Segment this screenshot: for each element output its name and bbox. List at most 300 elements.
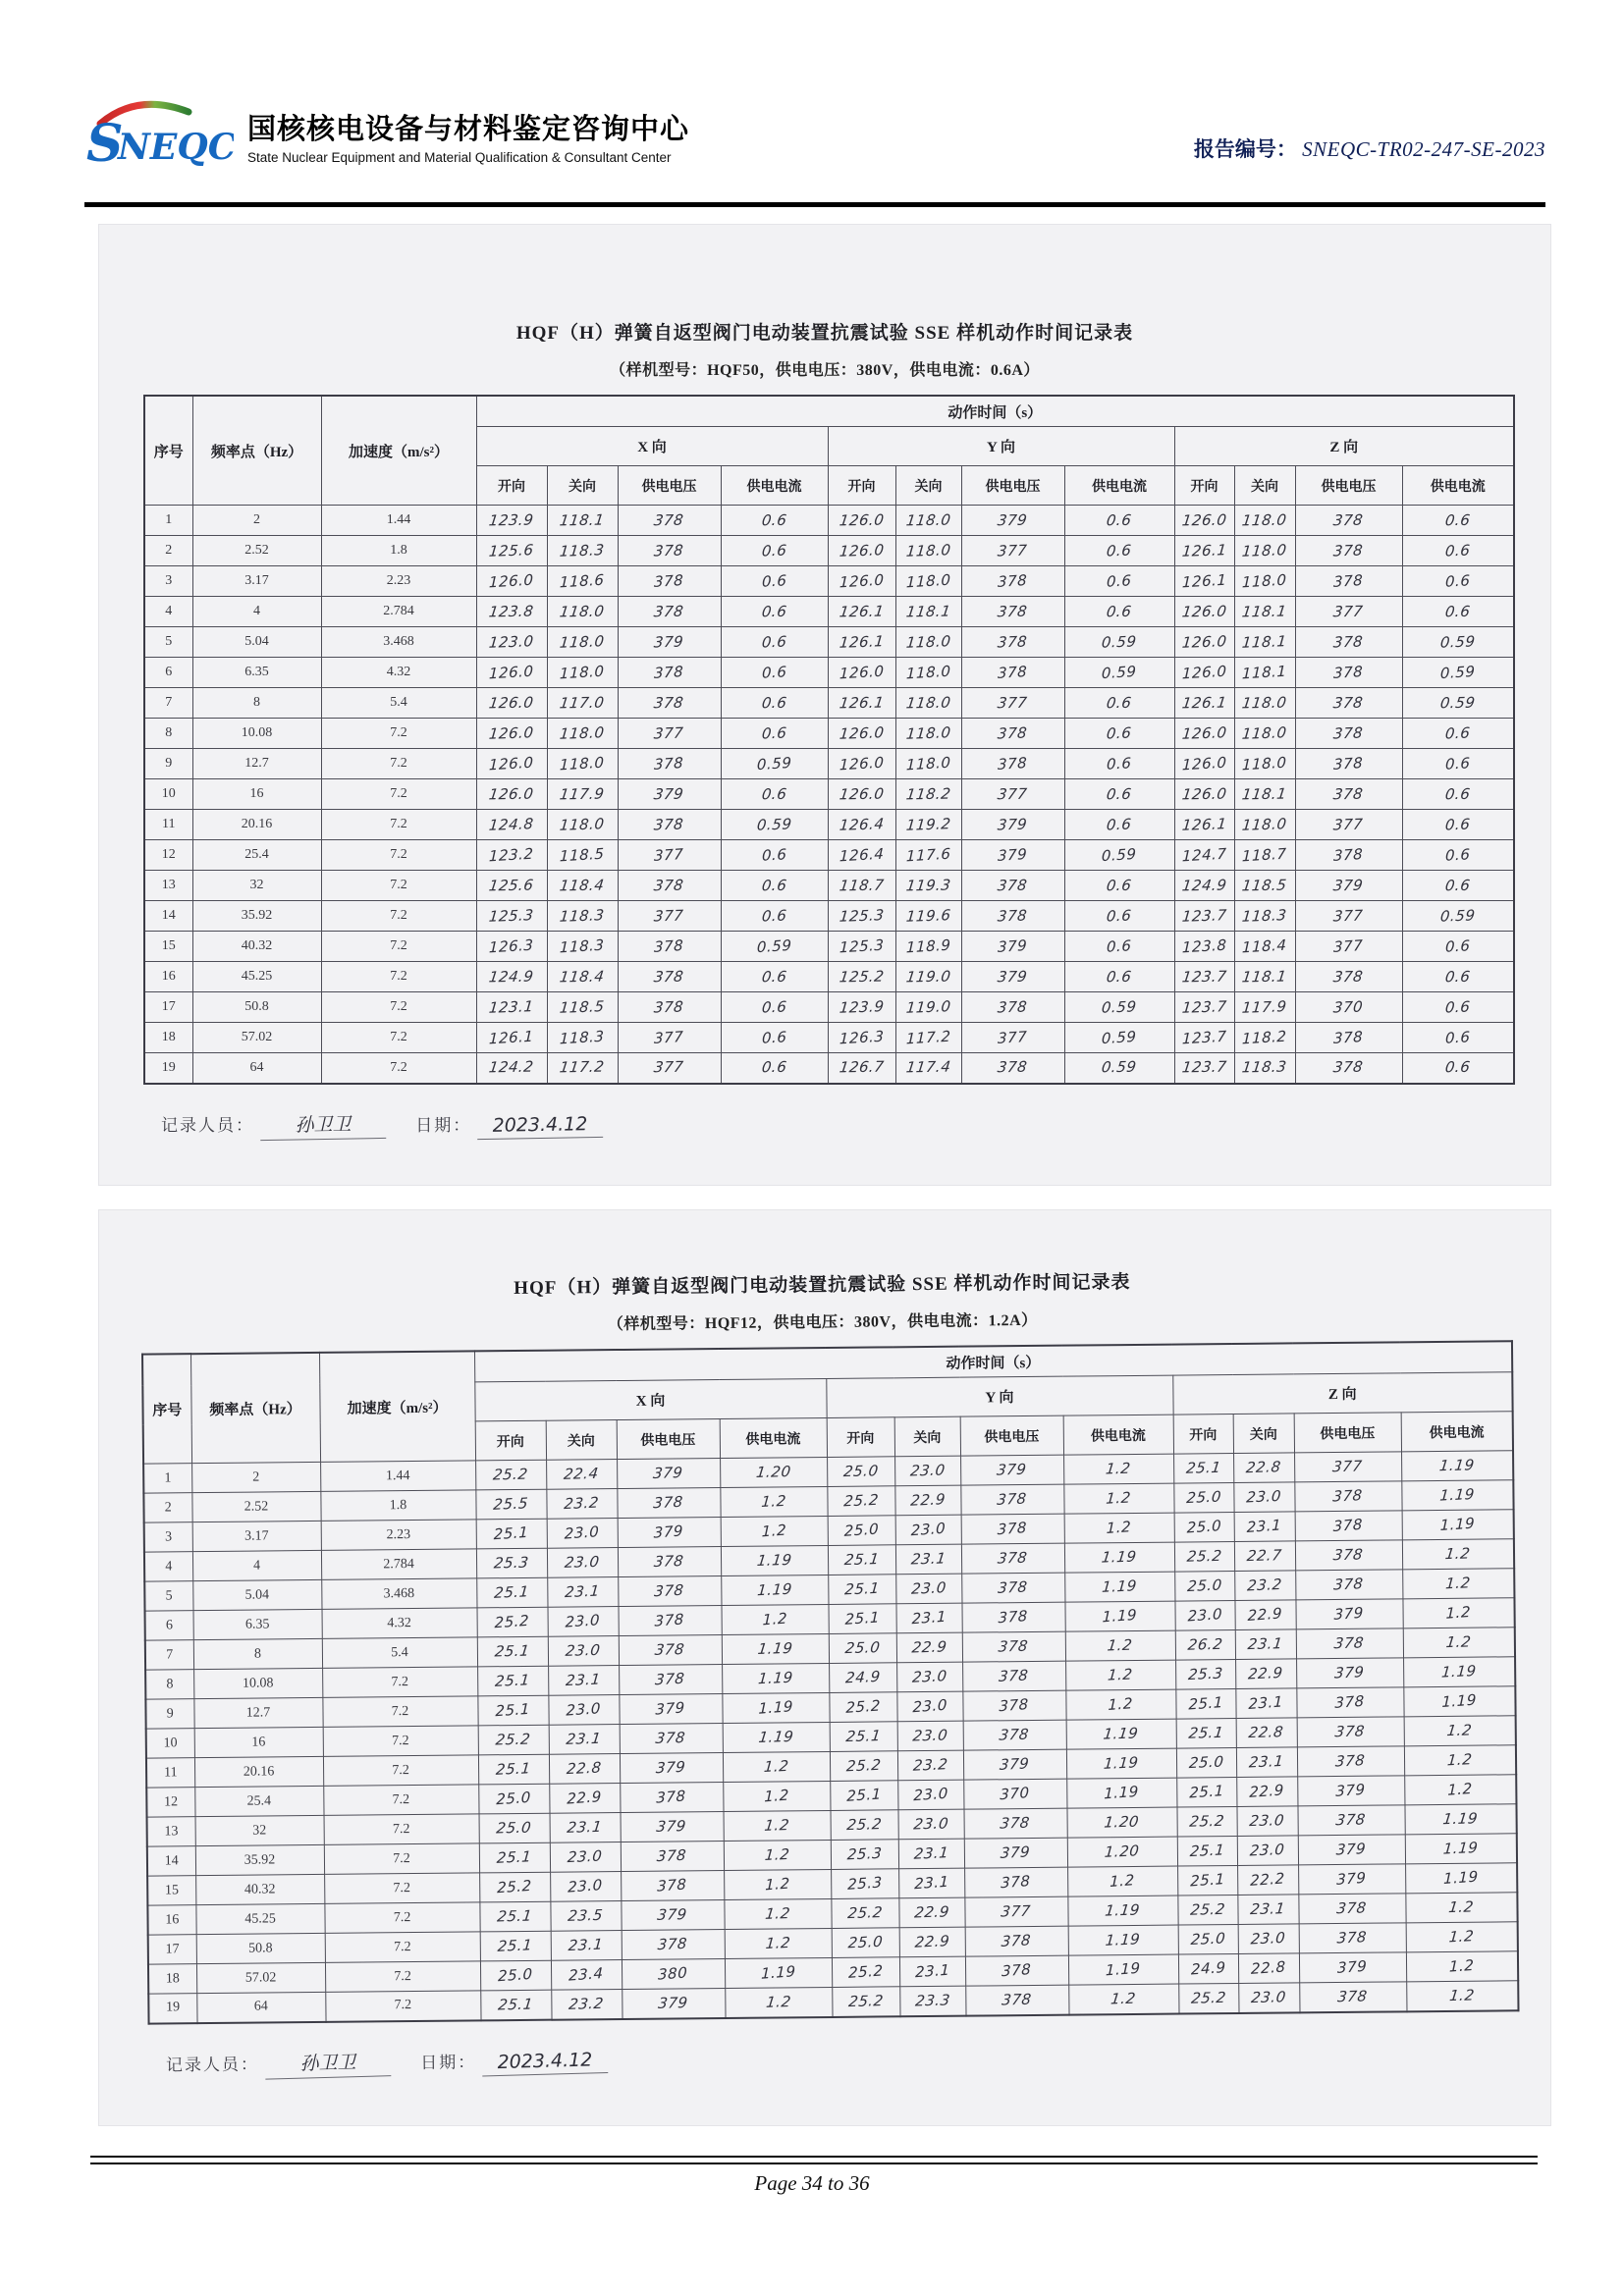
handwritten-cell (1065, 1630, 1175, 1661)
handwritten-value: 23.5 (567, 1905, 605, 1925)
handwritten-value: 0.6 (1444, 844, 1471, 865)
printed-cell: 3 (144, 1522, 192, 1552)
handwritten-cell (1064, 1542, 1174, 1573)
handwritten-cell (548, 1695, 619, 1726)
handwritten-cell (1235, 1629, 1296, 1660)
handwritten-value: 126.0 (488, 784, 535, 803)
handwritten-value: 117.0 (559, 693, 606, 712)
handwritten-value: 22.8 (1251, 1957, 1286, 1978)
handwritten-value: 125.3 (839, 935, 885, 956)
signature-row-1 (161, 1110, 1551, 1140)
handwritten-cell (1296, 1658, 1403, 1688)
handwritten-cell (896, 1632, 962, 1663)
handwritten-value: 23.0 (908, 1461, 947, 1480)
handwritten-cell (621, 1900, 724, 1931)
handwritten-value: 378 (653, 1552, 685, 1571)
handwritten-value: 25.1 (844, 1608, 881, 1629)
printed-cell: 7.2 (322, 1696, 477, 1728)
printed-cell: 2 (144, 536, 192, 566)
handwritten-value: 118.0 (904, 540, 952, 561)
handwritten-cell (618, 1547, 721, 1577)
handwritten-value: 25.1 (845, 1785, 882, 1805)
handwritten-cell (828, 719, 895, 749)
handwritten-value: 1.20 (1103, 1812, 1141, 1832)
handwritten-value: 24.9 (1190, 1958, 1226, 1979)
handwritten-value: 23.1 (1247, 1634, 1284, 1654)
handwritten-cell (1295, 506, 1402, 536)
handwritten-cell (1174, 1023, 1234, 1053)
col-header-close: 关向 (1233, 1414, 1294, 1454)
handwritten-cell (1295, 932, 1402, 962)
handwritten-cell (618, 1518, 721, 1548)
handwritten-cell (1298, 1894, 1405, 1924)
handwritten-cell (479, 1872, 550, 1902)
report-number-value: SNEQC-TR02-247-SE-2023 (1302, 137, 1545, 161)
handwritten-cell (480, 1990, 551, 2020)
handwritten-cell (1177, 1836, 1237, 1866)
table-body (144, 506, 1514, 1084)
printed-cell: 50.8 (192, 992, 321, 1023)
handwritten-value: 378 (1333, 662, 1364, 682)
handwritten-cell (1403, 1628, 1515, 1658)
handwritten-cell (895, 1574, 961, 1604)
printed-cell: 12 (146, 1788, 194, 1817)
printed-cell: 35.92 (192, 901, 321, 932)
handwritten-value: 0.6 (760, 602, 788, 620)
handwritten-cell (618, 566, 721, 597)
printed-cell: 7.2 (325, 1991, 480, 2022)
handwritten-value: 23.1 (911, 1607, 947, 1629)
handwritten-value: 377 (654, 1027, 684, 1047)
handwritten-value: 23.0 (910, 1519, 947, 1540)
handwritten-value: 25.5 (493, 1494, 529, 1514)
handwritten-cell (1176, 1747, 1236, 1778)
handwritten-cell (723, 1722, 830, 1752)
handwritten-cell (897, 1780, 963, 1810)
handwritten-value: 378 (1333, 753, 1364, 774)
handwritten-value: 23.0 (1249, 1840, 1286, 1860)
handwritten-cell (1406, 1951, 1518, 1982)
handwritten-value: 118.0 (559, 814, 606, 834)
handwritten-value: 0.6 (1444, 723, 1472, 742)
handwritten-cell (1175, 1629, 1235, 1660)
handwritten-value: 23.2 (568, 1994, 606, 2013)
handwritten-cell (475, 1460, 546, 1490)
handwritten-cell (1064, 840, 1174, 871)
printed-cell: 19 (144, 1053, 192, 1084)
handwritten-value: 1.2 (1445, 1602, 1472, 1623)
printed-cell: 2 (143, 1493, 191, 1522)
handwritten-value: 22.9 (1247, 1663, 1284, 1683)
handwritten-cell (1295, 810, 1402, 840)
handwritten-value: 126.4 (838, 814, 886, 834)
handwritten-cell (961, 871, 1064, 901)
handwritten-value: 126.1 (1180, 814, 1228, 834)
handwritten-value: 25.0 (1186, 1517, 1222, 1537)
handwritten-value: 118.0 (559, 631, 606, 652)
handwritten-cell (1235, 1659, 1296, 1689)
handwritten-cell (1174, 566, 1234, 597)
printed-cell: 5 (144, 627, 192, 658)
printed-cell: 8 (193, 1638, 322, 1669)
handwritten-cell (1064, 1513, 1174, 1543)
table-row (144, 779, 1514, 810)
handwritten-value: 378 (1332, 1057, 1365, 1077)
handwritten-value: 126.0 (838, 722, 886, 743)
handwritten-value: 0.6 (1444, 570, 1471, 591)
printed-cell: 7.2 (321, 840, 476, 871)
handwritten-value: 22.2 (1250, 1869, 1286, 1890)
handwritten-value: 22.8 (1245, 1458, 1282, 1477)
handwritten-cell (1234, 749, 1295, 779)
footer-divider (90, 2156, 1538, 2164)
printed-cell: 1.8 (320, 1490, 475, 1522)
handwritten-cell (1236, 1718, 1297, 1748)
handwritten-value: 379 (997, 967, 1029, 986)
handwritten-cell (1064, 992, 1174, 1023)
handwritten-cell (1065, 1689, 1175, 1720)
handwritten-value: 125.2 (838, 967, 886, 986)
handwritten-cell (1174, 810, 1234, 840)
printed-cell: 2.784 (321, 597, 476, 627)
handwritten-cell (618, 1606, 721, 1636)
col-header-accel: 加速度（m/s²） (319, 1351, 475, 1462)
handwritten-value: 378 (653, 510, 685, 529)
handwritten-cell (1299, 1952, 1406, 1983)
table-row (144, 627, 1514, 658)
printed-cell: 16 (192, 779, 321, 810)
handwritten-value: 0.6 (760, 632, 788, 651)
handwritten-value: 118.0 (559, 753, 606, 774)
printed-cell: 7 (144, 688, 192, 719)
handwritten-cell (618, 901, 721, 932)
handwritten-value: 1.19 (1106, 1958, 1141, 1980)
handwritten-value: 118.2 (904, 784, 952, 803)
handwritten-value: 118.6 (559, 570, 606, 591)
handwritten-cell (477, 1695, 548, 1726)
handwritten-cell (1295, 840, 1402, 871)
handwritten-cell (1064, 871, 1174, 901)
handwritten-cell (895, 749, 961, 779)
handwritten-cell (961, 840, 1064, 871)
handwritten-value: 126.0 (1180, 722, 1228, 743)
printed-cell: 16 (144, 962, 192, 992)
handwritten-value: 0.6 (760, 541, 788, 560)
handwritten-cell (895, 627, 961, 658)
handwritten-value: 378 (653, 814, 685, 834)
printed-cell: 1.44 (320, 1461, 475, 1492)
handwritten-value: 378 (656, 1787, 687, 1807)
handwritten-cell (618, 688, 721, 719)
handwritten-cell (832, 1928, 899, 1958)
handwritten-cell (1234, 1571, 1295, 1601)
handwritten-value: 22.9 (913, 1902, 950, 1922)
handwritten-cell (617, 1488, 720, 1519)
recorder-label: 记录人员： (161, 1115, 254, 1135)
printed-cell: 19 (148, 1994, 196, 2023)
handwritten-cell (618, 658, 721, 688)
handwritten-value: 378 (999, 1695, 1030, 1716)
handwritten-cell (829, 1692, 896, 1723)
handwritten-cell (1174, 1541, 1234, 1572)
handwritten-cell (1063, 1483, 1173, 1514)
handwritten-value: 0.6 (760, 510, 788, 529)
handwritten-cell (547, 1607, 618, 1637)
handwritten-cell (476, 1023, 547, 1053)
handwritten-cell (827, 1457, 894, 1487)
handwritten-value: 118.1 (1241, 967, 1288, 986)
handwritten-cell (1234, 688, 1295, 719)
handwritten-value: 378 (997, 1519, 1028, 1539)
handwritten-cell (1295, 901, 1402, 932)
handwritten-value: 25.2 (494, 1611, 530, 1632)
handwritten-cell (1174, 1600, 1234, 1630)
logo-letter-s: S (86, 114, 124, 167)
handwritten-value: 25.2 (1185, 1546, 1223, 1566)
handwritten-value: 377 (653, 722, 685, 743)
handwritten-cell (1406, 1981, 1518, 2011)
printed-cell: 15 (144, 932, 192, 962)
col-header-z: Z 向 (1172, 1372, 1512, 1415)
handwritten-cell (898, 1897, 964, 1928)
printed-cell: 25.4 (194, 1786, 323, 1816)
handwritten-cell (1294, 1481, 1401, 1512)
handwritten-value: 23.0 (911, 1667, 948, 1686)
handwritten-value: 1.19 (760, 1962, 796, 1983)
handwritten-cell (895, 658, 961, 688)
handwritten-value: 379 (997, 814, 1029, 834)
handwritten-value: 1.2 (1108, 1694, 1134, 1714)
handwritten-value: 25.0 (1188, 1752, 1225, 1773)
handwritten-cell (1234, 1541, 1295, 1572)
handwritten-value: 378 (1333, 1633, 1366, 1653)
brand-block (86, 90, 689, 167)
handwritten-value: 25.1 (493, 1582, 530, 1602)
handwritten-cell (895, 688, 961, 719)
handwritten-value: 0.6 (1106, 876, 1133, 894)
handwritten-cell (961, 719, 1064, 749)
handwritten-value: 23.1 (566, 1817, 604, 1837)
handwritten-value: 378 (997, 996, 1029, 1017)
handwritten-cell (1298, 1835, 1405, 1865)
printed-cell: 10.08 (192, 719, 321, 749)
handwritten-value: 118.7 (838, 876, 886, 894)
handwritten-cell (476, 719, 547, 749)
handwritten-value: 123.7 (1180, 905, 1228, 926)
handwritten-cell (831, 1898, 898, 1929)
printed-cell: 3.468 (321, 1578, 476, 1610)
printed-cell: 6.35 (192, 658, 321, 688)
handwritten-value: 22.8 (566, 1758, 603, 1779)
handwritten-cell (1298, 1864, 1405, 1895)
handwritten-cell (1064, 1601, 1174, 1631)
handwritten-cell (1295, 962, 1402, 992)
handwritten-cell (1295, 1540, 1402, 1571)
handwritten-cell (1174, 627, 1234, 658)
handwritten-value: 379 (1333, 1663, 1366, 1682)
printed-cell: 6.35 (193, 1609, 322, 1639)
handwritten-cell (1174, 536, 1234, 566)
handwritten-cell (1295, 1023, 1402, 1053)
handwritten-cell (476, 658, 547, 688)
printed-cell: 2 (192, 506, 321, 536)
handwritten-cell (828, 688, 895, 719)
handwritten-cell (476, 597, 547, 627)
handwritten-cell (961, 749, 1064, 779)
handwritten-value: 25.2 (845, 1696, 881, 1717)
printed-cell: 45.25 (195, 1903, 324, 1934)
printed-cell: 10.08 (193, 1668, 322, 1698)
handwritten-cell (1299, 1982, 1406, 2012)
handwritten-cell (1234, 779, 1295, 810)
handwritten-value: 378 (654, 662, 684, 682)
handwritten-value: 118.5 (559, 996, 606, 1017)
handwritten-value: 1.19 (1442, 1839, 1480, 1858)
printed-cell: 7.2 (321, 1023, 476, 1053)
handwritten-value: 126.0 (488, 753, 535, 774)
handwritten-value: 378 (1333, 844, 1364, 865)
handwritten-cell (895, 1603, 961, 1633)
handwritten-value: 379 (657, 1993, 689, 2012)
handwritten-cell (832, 1987, 899, 2017)
handwritten-value: 377 (1332, 814, 1365, 834)
handwritten-cell (897, 1750, 963, 1781)
col-header-open: 开向 (828, 466, 895, 506)
handwritten-cell (621, 1871, 724, 1901)
table-row (144, 840, 1514, 871)
handwritten-cell (618, 779, 721, 810)
handwritten-value: 1.2 (1447, 1779, 1473, 1799)
handwritten-cell (828, 992, 895, 1023)
printed-cell: 40.32 (192, 932, 321, 962)
handwritten-cell (1234, 1023, 1295, 1053)
handwritten-value: 378 (654, 570, 684, 591)
handwritten-cell (828, 962, 895, 992)
handwritten-cell (476, 627, 547, 658)
handwritten-cell (961, 1573, 1064, 1603)
handwritten-value: 0.6 (1106, 602, 1133, 620)
handwritten-cell (1234, 901, 1295, 932)
handwritten-value: 126.1 (1180, 693, 1228, 712)
handwritten-value: 126.1 (838, 602, 886, 620)
handwritten-value: 378 (997, 876, 1029, 894)
handwritten-cell (895, 901, 961, 932)
col-header-z: Z 向 (1174, 427, 1514, 466)
printed-cell: 14 (144, 901, 192, 932)
handwritten-value: 22.9 (910, 1637, 948, 1657)
handwritten-value: 23.0 (910, 1578, 947, 1598)
handwritten-value: 1.2 (763, 1756, 789, 1777)
printed-cell: 40.32 (195, 1874, 324, 1904)
handwritten-cell (1297, 1805, 1404, 1836)
handwritten-cell (547, 536, 618, 566)
handwritten-cell (1067, 1896, 1177, 1926)
handwritten-cell (1403, 1686, 1515, 1717)
handwritten-cell (551, 1990, 622, 2020)
table2-title: HQF（H）弹簧自返型阀门电动装置抗震试验 SSE 样机动作时间记录表 (514, 1271, 1131, 1300)
handwritten-cell (1067, 1866, 1177, 1896)
handwritten-value: 25.2 (495, 1730, 532, 1749)
handwritten-value: 378 (1332, 540, 1365, 561)
handwritten-value: 378 (1334, 1810, 1368, 1830)
handwritten-cell (721, 658, 828, 688)
handwritten-cell (1405, 1834, 1517, 1864)
handwritten-value: 378 (997, 602, 1029, 620)
org-name-cn: 国核核电设备与材料鉴定咨询中心 (247, 114, 690, 145)
handwritten-cell (1402, 779, 1514, 810)
handwritten-value: 25.2 (847, 1961, 884, 1982)
handwritten-cell (721, 1053, 828, 1084)
handwritten-cell (618, 719, 721, 749)
handwritten-cell (961, 1023, 1064, 1053)
col-header-open: 开向 (1174, 466, 1234, 506)
handwritten-cell (619, 1665, 722, 1695)
handwritten-value: 1.2 (1444, 1574, 1472, 1593)
handwritten-cell (1174, 658, 1234, 688)
handwritten-cell (1294, 1452, 1401, 1482)
printed-cell: 50.8 (196, 1933, 325, 1963)
col-header-curr: 供电电流 (720, 1417, 827, 1458)
handwritten-cell (1296, 1687, 1403, 1718)
handwritten-cell (547, 840, 618, 871)
printed-cell: 64 (196, 1992, 325, 2022)
handwritten-cell (721, 506, 828, 536)
handwritten-cell (961, 506, 1064, 536)
handwritten-value: 1.2 (1444, 1632, 1473, 1652)
handwritten-value: 378 (653, 602, 685, 620)
handwritten-cell (547, 506, 618, 536)
handwritten-cell (721, 719, 828, 749)
handwritten-cell (895, 779, 961, 810)
handwritten-value: 126.0 (838, 784, 886, 803)
printed-cell: 64 (192, 1053, 321, 1084)
handwritten-cell (620, 1724, 723, 1754)
handwritten-cell (618, 962, 721, 992)
handwritten-cell (547, 1053, 618, 1084)
handwritten-value: 378 (998, 753, 1028, 774)
handwritten-value: 0.6 (760, 876, 788, 894)
handwritten-cell (831, 1840, 898, 1870)
handwritten-cell (1178, 1953, 1238, 1984)
printed-cell: 2.52 (191, 1491, 320, 1522)
printed-cell: 2 (191, 1462, 320, 1492)
table-row (144, 1053, 1514, 1084)
handwritten-value: 0.59 (1101, 1057, 1138, 1077)
handwritten-cell (1404, 1745, 1516, 1776)
handwritten-value: 23.2 (1246, 1575, 1283, 1595)
printed-cell: 2.23 (321, 566, 476, 597)
recorder-signature: 孙卫卫 (260, 1108, 387, 1140)
handwritten-value: 126.0 (838, 510, 886, 529)
handwritten-cell (549, 1754, 620, 1785)
handwritten-cell (480, 1931, 551, 1961)
handwritten-cell (1295, 627, 1402, 658)
handwritten-cell (1297, 1717, 1404, 1747)
handwritten-value: 123.7 (1180, 996, 1228, 1017)
handwritten-value: 23.0 (1250, 1928, 1287, 1949)
handwritten-value: 0.6 (1444, 1027, 1471, 1047)
col-header-curr: 供电电流 (1401, 1412, 1513, 1452)
handwritten-cell (1295, 597, 1402, 627)
printed-cell: 7.2 (321, 719, 476, 749)
handwritten-cell (618, 810, 721, 840)
handwritten-value: 378 (1001, 1990, 1033, 2009)
col-header-accel: 加速度（m/s²） (321, 396, 476, 506)
printed-cell: 32 (192, 871, 321, 901)
handwritten-value: 0.6 (1106, 815, 1133, 833)
handwritten-cell (1406, 1922, 1518, 1952)
handwritten-cell (622, 1958, 725, 1989)
